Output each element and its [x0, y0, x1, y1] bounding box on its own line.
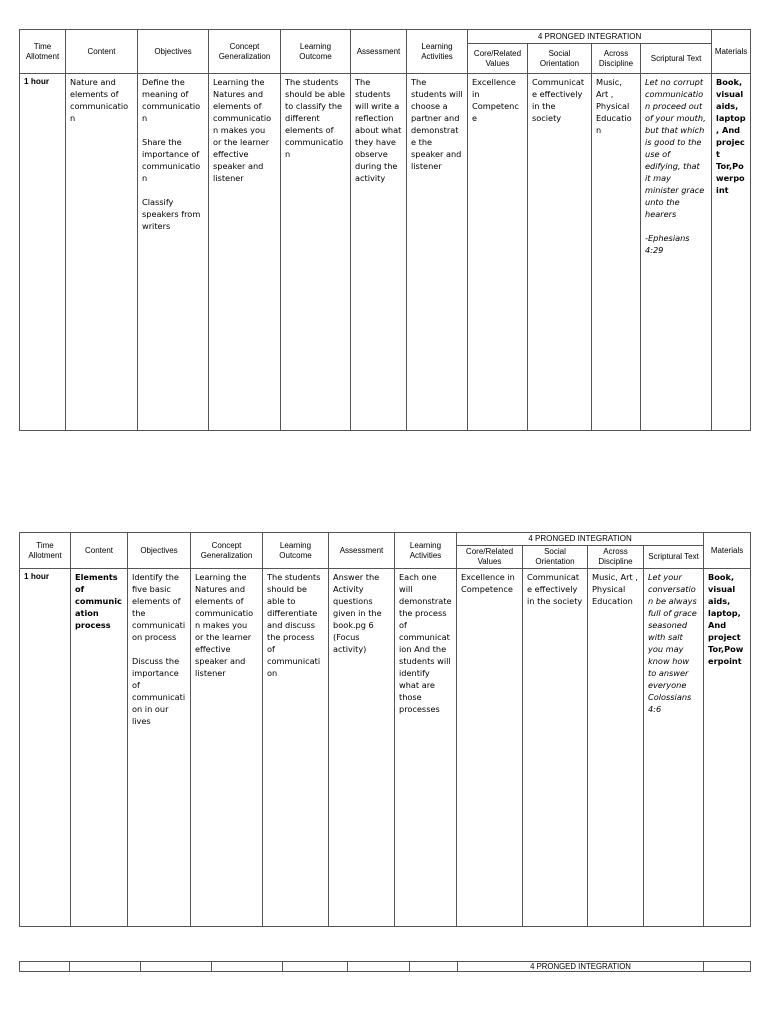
concept-cell: Learning the Natures and elements of communication makes you or the learner effective speaker and listener [209, 74, 281, 431]
blank-cell [70, 962, 141, 972]
header-assessment: Assessment [351, 30, 407, 74]
scripture-cell [644, 569, 704, 927]
scripture-cell [641, 74, 712, 431]
header-core-values: Core/Related Values [457, 546, 523, 569]
blank-cell [212, 962, 283, 972]
lesson-table-2 [19, 532, 751, 927]
scripture-text: Let your conversation be always full of grace seasoned with salt you may know how to answer everyone Colossians 4:6 [648, 572, 697, 714]
blank-cell [410, 962, 458, 972]
header-core-values: Core/Related Values [468, 44, 528, 74]
header-materials: Materials [712, 30, 751, 74]
activities-cell: Each one will demonstrate the process of communication And the students will identify what are those processes [395, 569, 457, 927]
objective-item: Discuss the importance of communication in our lives [132, 656, 186, 726]
header-across: Across Discipline [588, 546, 644, 569]
materials-cell: Book, visual aids, laptop, And project Tor,Powerpoint [704, 569, 751, 927]
header-concept: Concept Generalization [191, 533, 263, 569]
lesson-table-1 [19, 29, 751, 431]
outcome-cell: The students should be able to classify the different elements of communication [281, 74, 351, 431]
time-cell: 1 hour [20, 569, 71, 927]
blank-cell [704, 962, 751, 972]
header-scripture: Scriptural Text [641, 44, 712, 74]
header-integration: 4 PRONGED INTEGRATION [458, 962, 704, 972]
header-objectives: Objectives [128, 533, 191, 569]
header-activities: Learning Activities [407, 30, 468, 74]
table-row [20, 569, 751, 927]
objective-item: Share the importance of communication [142, 137, 201, 183]
scripture-reference: -Ephesians 4:29 [645, 233, 690, 255]
social-cell: Communicate effectively in the society [523, 569, 588, 927]
header-scripture: Scriptural Text [644, 546, 704, 569]
header-content: Content [66, 30, 138, 74]
objective-item: Classify speakers from writers [142, 197, 201, 231]
header-objectives: Objectives [138, 30, 209, 74]
materials-cell: Book, visual aids, laptop, And project Tor,Powerpoint [712, 74, 751, 431]
header-time-allotment: Time Allotment [20, 533, 71, 569]
header-activities: Learning Activities [395, 533, 457, 569]
lesson-table-3 [19, 961, 751, 972]
header-across: Across Discipline [592, 44, 641, 74]
core-values-cell: Excellence in Competence [468, 74, 528, 431]
header-outcome: Learning Outcome [281, 30, 351, 74]
blank-cell [348, 962, 410, 972]
content-cell: Nature and elements of communication [66, 74, 138, 431]
scripture-text: Let no corrupt communication proceed out of your mouth, but that which is good to the use of edifying, that it may minister grace unto the hearers [645, 77, 706, 219]
objectives-cell [128, 569, 191, 927]
time-cell: 1 hour [20, 74, 66, 431]
outcome-cell: The students should be able to differentiate and discuss the process of communication [263, 569, 329, 927]
header-integration: 4 PRONGED INTEGRATION [468, 30, 712, 44]
activities-cell: The students will choose a partner and demonstrate the speaker and listener [407, 74, 468, 431]
header-materials: Materials [704, 533, 751, 569]
core-values-cell: Excellence in Competence [457, 569, 523, 927]
header-social: Social Orientation [523, 546, 588, 569]
header-social: Social Orientation [528, 44, 592, 74]
header-integration: 4 PRONGED INTEGRATION [457, 533, 704, 546]
table-row [20, 74, 751, 431]
header-outcome: Learning Outcome [263, 533, 329, 569]
header-content: Content [71, 533, 128, 569]
header-concept: Concept Generalization [209, 30, 281, 74]
across-cell: Music, Art , Physical Education [588, 569, 644, 927]
blank-cell [141, 962, 212, 972]
assessment-cell: The students will write a reflection about what they have observe during the activity [351, 74, 407, 431]
objectives-cell [138, 74, 209, 431]
across-cell: Music, Art , Physical Education [592, 74, 641, 431]
objective-item: Define the meaning of communication [142, 77, 201, 123]
social-cell: Communicate effectively in the society [528, 74, 592, 431]
objective-item: Identify the five basic elements of the communication process [132, 572, 186, 642]
blank-cell [20, 962, 70, 972]
concept-cell: Learning the Natures and elements of communication makes you or the learner effective speaker and listener [191, 569, 263, 927]
content-cell: Elements of communication process [71, 569, 128, 927]
blank-cell [283, 962, 348, 972]
assessment-cell: Answer the Activity questions given in the book.pg 6 (Focus activity) [329, 569, 395, 927]
header-assessment: Assessment [329, 533, 395, 569]
header-time-allotment: Time Allotment [20, 30, 66, 74]
